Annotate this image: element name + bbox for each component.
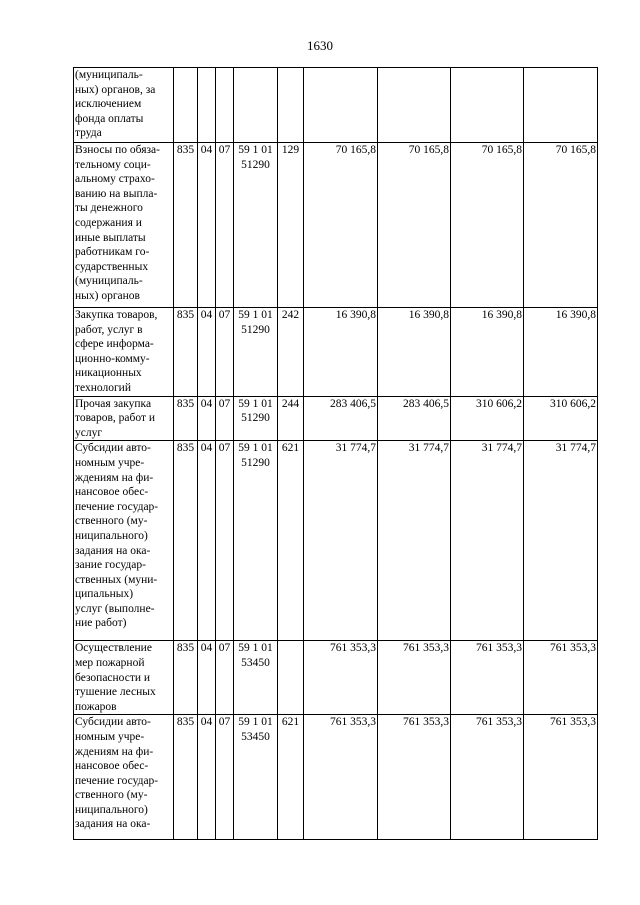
ministry-code-cell: 835 <box>174 641 198 715</box>
row-name-line: исключением <box>75 98 142 111</box>
amount-cell: 31 774,7 <box>451 441 524 641</box>
row-name-line: сударственных <box>75 260 149 273</box>
row-name-line: ципальных) <box>75 588 134 601</box>
section-code-cell: 04 <box>198 396 216 441</box>
row-name-line: ственного (му- <box>75 515 148 528</box>
target-article-line: 59 1 01 <box>238 642 273 655</box>
amount-cell <box>524 68 598 143</box>
row-name-cell <box>74 715 174 840</box>
row-name-line: ственных (муни- <box>75 573 158 586</box>
target-article-line: 59 1 01 <box>238 144 273 156</box>
budget-table <box>73 67 598 840</box>
row-name-line: Субсидии авто- <box>75 716 151 729</box>
target-article-line: 59 1 01 <box>238 309 273 321</box>
row-name-line: ниципального) <box>75 529 148 542</box>
target-article-line: 53450 <box>241 730 270 743</box>
ministry-code-cell: 835 <box>174 308 198 397</box>
row-name-line: ванию на выпла- <box>75 187 158 200</box>
row-name-line: ждениям на фи- <box>75 471 154 484</box>
row-name-line: ственного (му- <box>75 789 148 802</box>
table-row <box>74 68 598 143</box>
target-article-line: 59 1 01 <box>238 442 273 455</box>
row-name-cell <box>74 68 174 143</box>
section-code-cell: 04 <box>198 715 216 840</box>
target-article-cell <box>234 641 278 715</box>
row-name-line: нансовое обес- <box>75 760 149 773</box>
ministry-code-cell: 835 <box>174 441 198 641</box>
target-article-line: 59 1 01 <box>238 397 273 410</box>
row-name-line: сфере информа- <box>75 338 154 351</box>
amount-cell: 16 390,8 <box>378 308 451 397</box>
table-row <box>74 143 598 308</box>
section-code-cell: 04 <box>198 441 216 641</box>
amount-cell: 310 606,2 <box>524 396 598 441</box>
amount-cell: 70 165,8 <box>451 143 524 308</box>
subsection-code-cell: 07 <box>216 308 234 397</box>
row-name-line: задания на ока- <box>75 544 151 557</box>
row-name-cell <box>74 308 174 397</box>
amount-cell: 761 353,3 <box>378 715 451 840</box>
row-name-line: печение государ- <box>75 774 159 787</box>
subsection-code-cell: 07 <box>216 715 234 840</box>
ministry-code-cell: 835 <box>174 143 198 308</box>
target-article-line: 51290 <box>241 456 270 469</box>
row-name-line: товаров, работ и <box>75 412 156 425</box>
row-name-line: Закупка товаров, <box>75 309 158 321</box>
amount-cell <box>378 68 451 143</box>
subsection-code-cell <box>216 68 234 143</box>
page-number: 1630 <box>307 38 333 53</box>
target-article-line: 53450 <box>241 656 270 669</box>
row-name-line: безопасности и <box>75 671 151 684</box>
amount-cell: 283 406,5 <box>304 396 378 441</box>
row-name-line: Осуществление <box>75 642 152 655</box>
row-name-line: номным учре- <box>75 456 145 469</box>
row-name-line: зание государ- <box>75 559 146 572</box>
amount-cell: 283 406,5 <box>378 396 451 441</box>
row-name-line: работникам го- <box>75 246 150 259</box>
row-name-line: Взносы по обяза- <box>75 144 160 156</box>
row-name-line: ние работ) <box>75 617 127 630</box>
amount-cell: 761 353,3 <box>451 715 524 840</box>
amount-cell: 16 390,8 <box>524 308 598 397</box>
row-name-line: услуг (выполне- <box>75 602 155 615</box>
ministry-code-cell: 835 <box>174 396 198 441</box>
row-name-line: мер пожарной <box>75 656 145 669</box>
ministry-code-cell: 835 <box>174 715 198 840</box>
expense-type-cell: 242 <box>278 308 304 397</box>
expense-type-cell: 129 <box>278 143 304 308</box>
row-name-line: содержания и <box>75 216 142 229</box>
target-article-line: 51290 <box>241 412 270 425</box>
amount-cell: 761 353,3 <box>524 641 598 715</box>
expense-type-cell: 621 <box>278 715 304 840</box>
amount-cell: 70 165,8 <box>304 143 378 308</box>
amount-cell: 16 390,8 <box>451 308 524 397</box>
row-name-line: фонда оплаты <box>75 112 144 125</box>
row-name-line: ных) органов, за <box>75 83 156 96</box>
target-article-line: 59 1 01 <box>238 716 273 729</box>
target-article-line: 51290 <box>241 158 270 171</box>
row-name-line: работ, услуг в <box>75 323 143 336</box>
subsection-code-cell: 07 <box>216 441 234 641</box>
table-row <box>74 641 598 715</box>
table-row <box>74 308 598 397</box>
subsection-code-cell: 07 <box>216 143 234 308</box>
amount-cell: 31 774,7 <box>524 441 598 641</box>
row-name-line: никационных <box>75 367 142 380</box>
amount-cell: 761 353,3 <box>451 641 524 715</box>
row-name-line: ниципального) <box>75 803 148 816</box>
row-name-line: номным учре- <box>75 730 145 743</box>
amount-cell: 70 165,8 <box>524 143 598 308</box>
amount-cell: 16 390,8 <box>304 308 378 397</box>
target-article-cell <box>234 68 278 143</box>
amount-cell: 31 774,7 <box>304 441 378 641</box>
table-row <box>74 715 598 840</box>
row-name-line: (муниципаль- <box>75 69 143 81</box>
row-name-line: (муниципаль- <box>75 275 143 288</box>
row-name-line: задания на ока- <box>75 818 151 831</box>
amount-cell: 761 353,3 <box>524 715 598 840</box>
row-name-line: труда <box>75 127 102 140</box>
budget-table-body <box>74 68 598 840</box>
row-name-line: Прочая закупка <box>75 397 152 410</box>
row-name-line: Субсидии авто- <box>75 442 151 455</box>
row-name-line: ционно-комму- <box>75 352 150 365</box>
amount-cell: 70 165,8 <box>378 143 451 308</box>
section-code-cell <box>198 68 216 143</box>
section-code-cell: 04 <box>198 143 216 308</box>
row-name-cell <box>74 143 174 308</box>
row-name-line: иные выплаты <box>75 231 146 244</box>
row-name-line: печение государ- <box>75 500 159 513</box>
row-name-line: альному страхо- <box>75 173 155 186</box>
amount-cell: 31 774,7 <box>378 441 451 641</box>
row-name-line: ждениям на фи- <box>75 745 154 758</box>
table-row <box>74 396 598 441</box>
target-article-cell <box>234 308 278 397</box>
amount-cell <box>304 68 378 143</box>
row-name-cell <box>74 441 174 641</box>
amount-cell: 761 353,3 <box>378 641 451 715</box>
subsection-code-cell: 07 <box>216 641 234 715</box>
target-article-line: 51290 <box>241 323 270 336</box>
ministry-code-cell <box>174 68 198 143</box>
table-row <box>74 441 598 641</box>
row-name-line: тельному соци- <box>75 158 151 171</box>
amount-cell: 761 353,3 <box>304 715 378 840</box>
target-article-cell <box>234 396 278 441</box>
row-name-line: технологий <box>75 381 131 394</box>
amount-cell: 310 606,2 <box>451 396 524 441</box>
amount-cell: 761 353,3 <box>304 641 378 715</box>
section-code-cell: 04 <box>198 308 216 397</box>
section-code-cell: 04 <box>198 641 216 715</box>
expense-type-cell <box>278 68 304 143</box>
row-name-cell <box>74 641 174 715</box>
target-article-cell <box>234 143 278 308</box>
expense-type-cell: 244 <box>278 396 304 441</box>
amount-cell <box>451 68 524 143</box>
subsection-code-cell: 07 <box>216 396 234 441</box>
row-name-cell <box>74 396 174 441</box>
expense-type-cell <box>278 641 304 715</box>
row-name-line: ты денежного <box>75 202 143 215</box>
row-name-line: услуг <box>75 426 103 439</box>
row-name-line: нансовое обес- <box>75 486 149 499</box>
row-name-line: ных) органов <box>75 289 140 302</box>
expense-type-cell: 621 <box>278 441 304 641</box>
target-article-cell <box>234 441 278 641</box>
row-name-line: пожаров <box>75 700 117 713</box>
target-article-cell <box>234 715 278 840</box>
row-name-line: тушение лесных <box>75 686 156 699</box>
